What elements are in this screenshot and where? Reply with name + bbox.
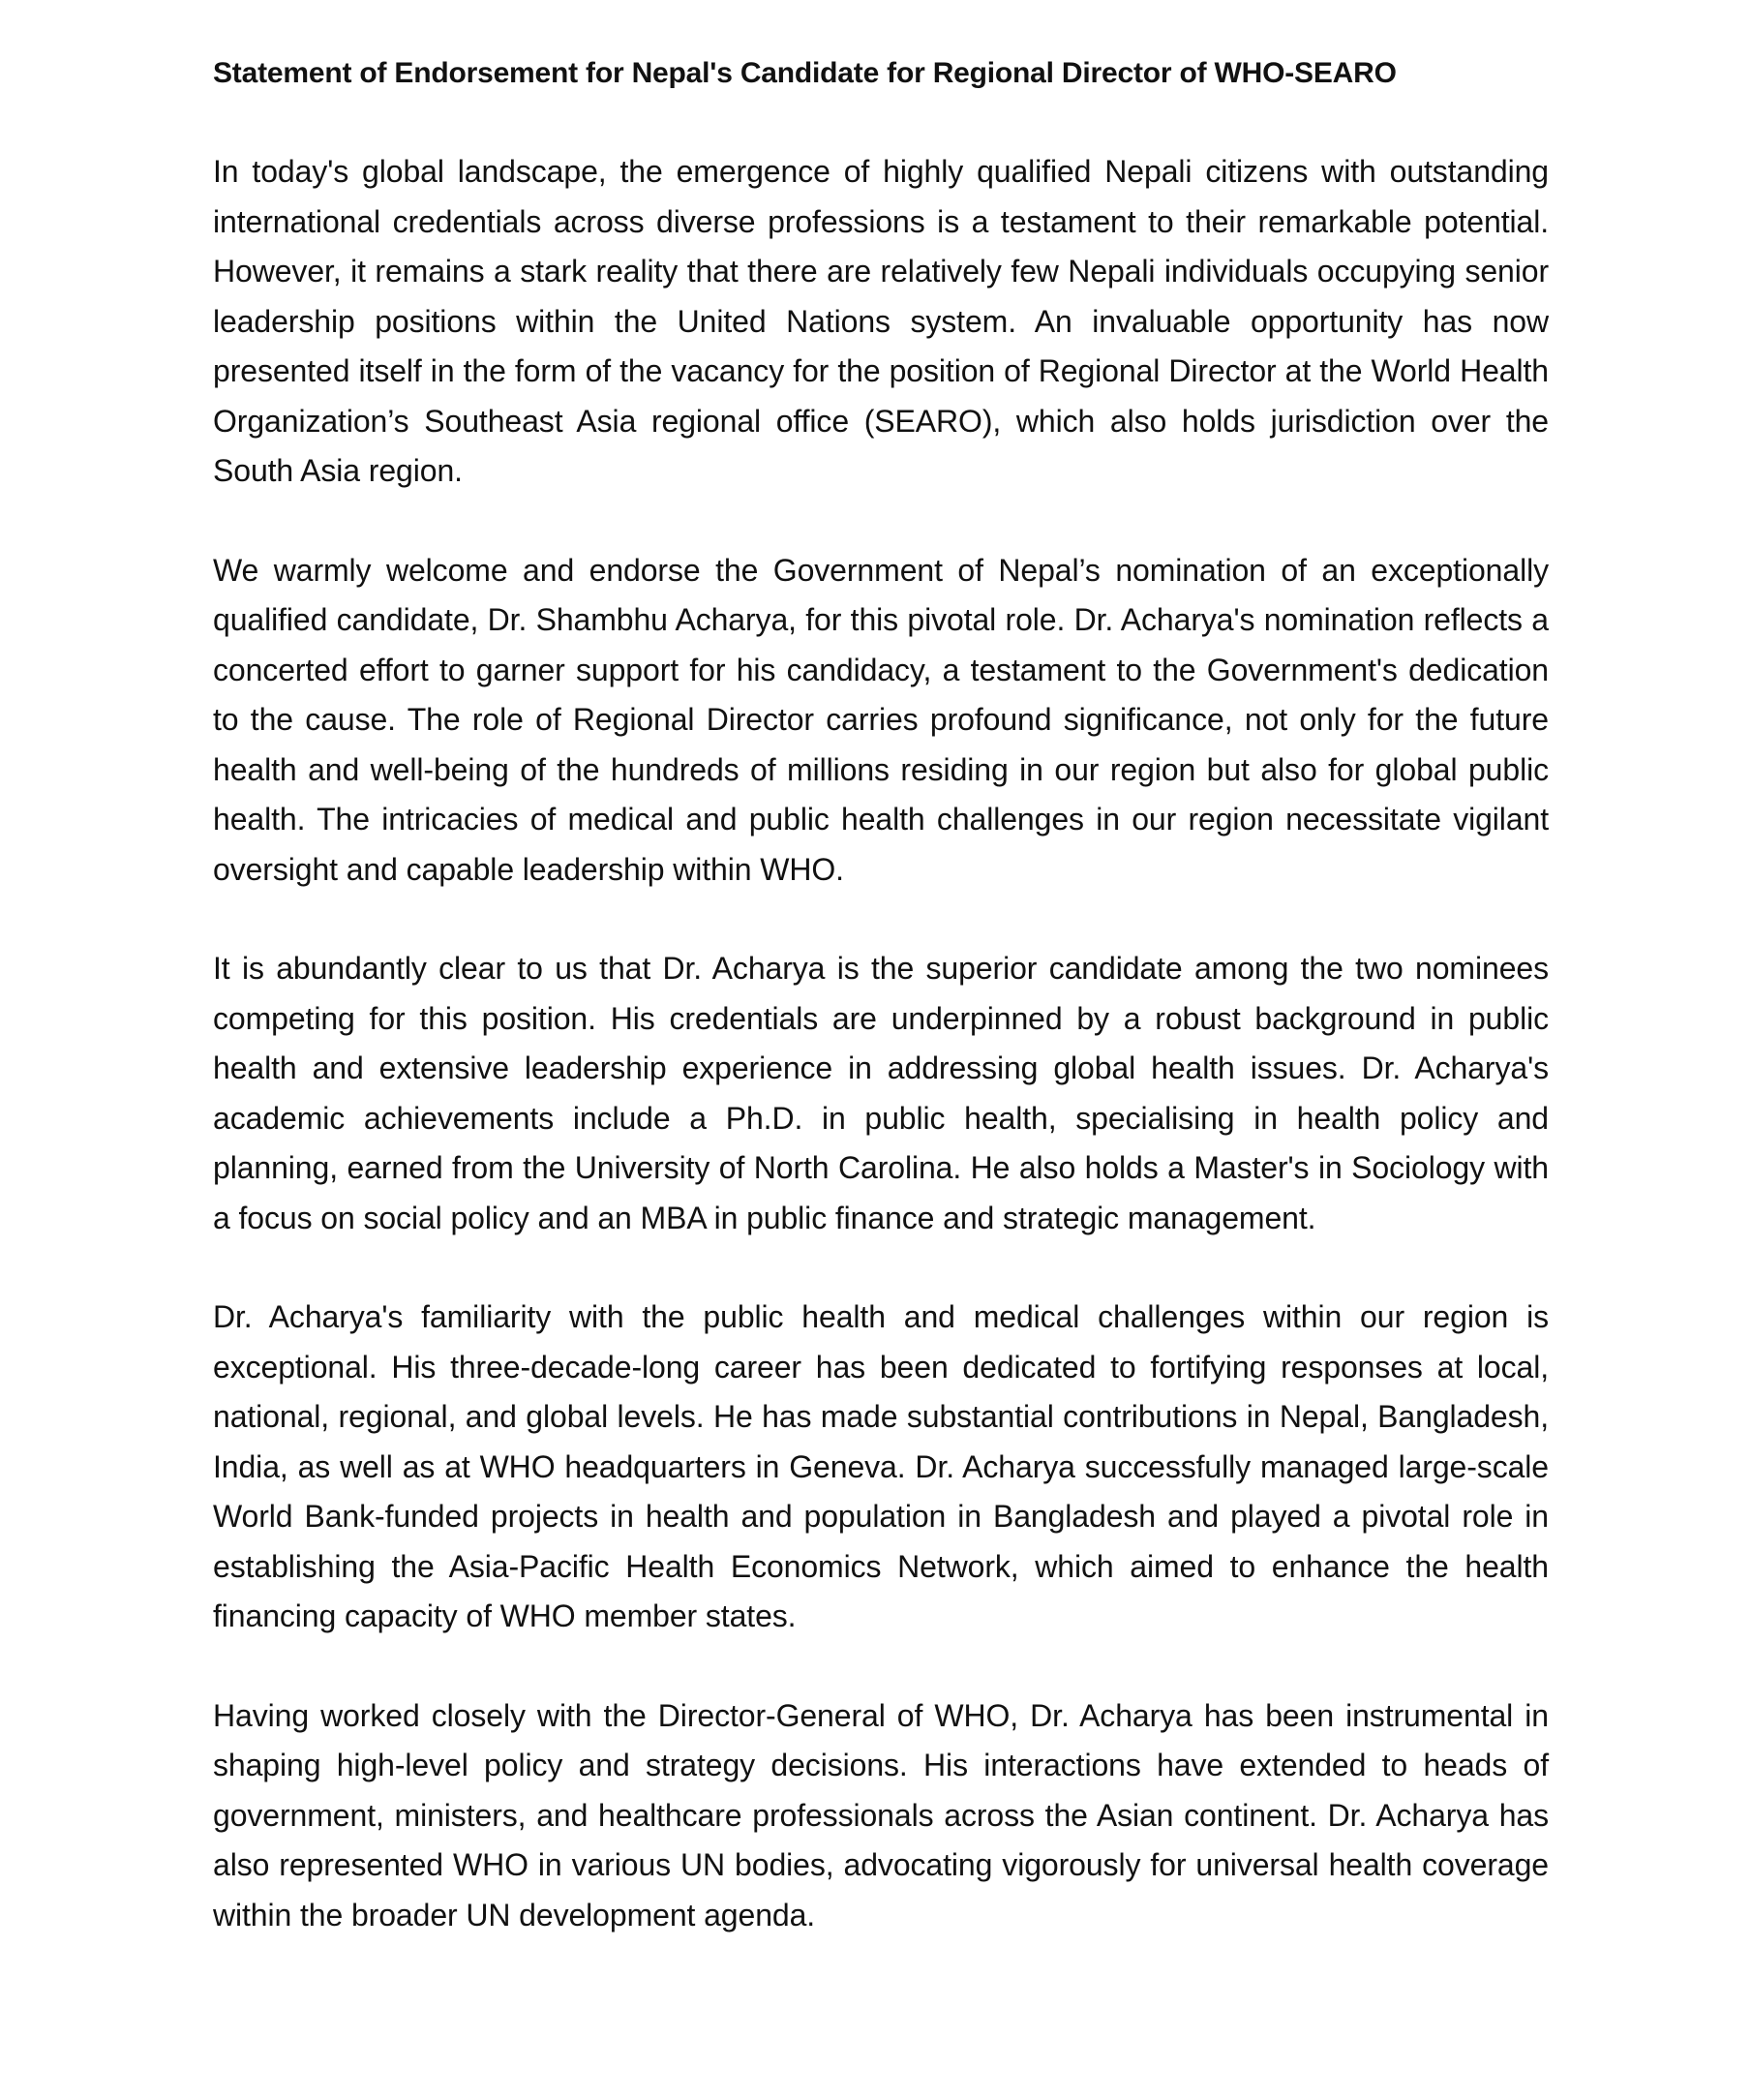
- paragraph-endorsement: We warmly welcome and endorse the Government of Nepal’s nomination of an exceptionally qualified candidate, Dr. Shambhu Acharya, for this pivotal role. Dr. Acharya's nomination reflects a concerted effort to garner support for his candidacy, a testament to the Government's dedication to the cause. The role of Regional Director carries profound significance, not only for the future health and well-being of the hundreds of millions residing in our region but also for global public health. The intricacies of medical and public health challenges in our region necessitate vigilant oversight and capable leadership within WHO.: [213, 552, 1549, 887]
- paragraph-intro: In today's global landscape, the emergence of highly qualified Nepali citizens with outstanding international credentials across diverse professions is a testament to their remarkable potential. However, it remains a stark reality that there are relatively few Nepali individuals occupying senior leadership positions within the United Nations system. An invaluable opportunity has now presented itself in the form of the vacancy for the position of Regional Director at the World Health Organization’s Southeast Asia regional office (SEARO), which also holds jurisdiction over the South Asia region.: [213, 154, 1549, 488]
- paragraph-credentials: It is abundantly clear to us that Dr. Acharya is the superior candidate among the two nominees competing for this position. His credentials are underpinned by a robust background in public health and extensive leadership experience in addressing global health issues. Dr. Acharya's academic achievements include a Ph.D. in public health, specialising in health policy and planning, earned from the University of North Carolina. He also holds a Master's in Sociology with a focus on social policy and an MBA in public finance and strategic management.: [213, 951, 1549, 1235]
- document-page: [213, 50, 1549, 1990]
- paragraph-experience: Dr. Acharya's familiarity with the public health and medical challenges within our region is exceptional. His three-decade-long career has been dedicated to fortifying responses at local, national, regional, and global levels. He has made substantial contributions in Nepal, Bangladesh, India, as well as at WHO headquarters in Geneva. Dr. Acharya successfully managed large-scale World Bank-funded projects in health and population in Bangladesh and played a pivotal role in establishing the Asia-Pacific Health Economics Network, which aimed to enhance the health financing capacity of WHO member states.: [213, 1299, 1549, 1633]
- document-title: Statement of Endorsement for Nepal's Candidate for Regional Director of WHO-SEARO: [213, 57, 1397, 89]
- paragraph-leadership: Having worked closely with the Director-General of WHO, Dr. Acharya has been instrumental in shaping high-level policy and strategy decisions. His interactions have extended to heads of government, ministers, and healthcare professionals across the Asian continent. Dr. Acharya has also represented WHO in various UN bodies, advocating vigorously for universal health coverage within the broader UN development agenda.: [213, 1697, 1549, 1933]
